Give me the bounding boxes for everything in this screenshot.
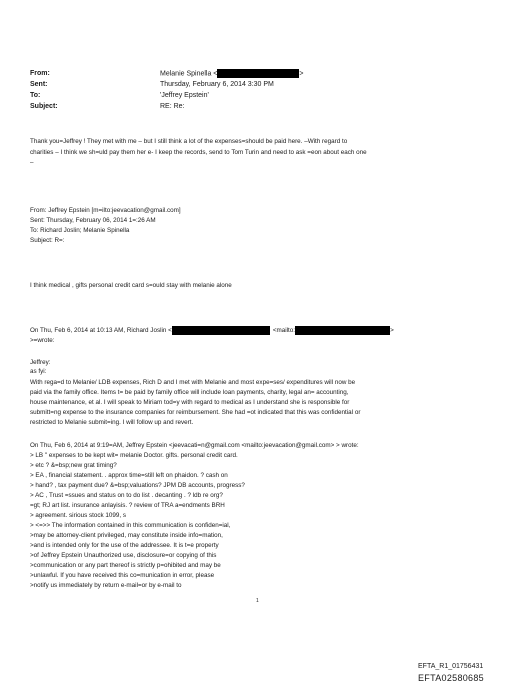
quoted-line: >notify us immediately by return e-mail=or by e-mail to [30, 582, 182, 589]
forward-subject: Subject: R=: [30, 237, 65, 244]
joslin-line: Jeffrey: [30, 359, 51, 366]
quoted-line: > etc ? &=bsp;new grat timing? [30, 462, 117, 469]
reply-line: – [30, 159, 34, 166]
quoted-line: >may be attorney-client privileged, may constitute inside info=mation, [30, 532, 223, 539]
reply-line: charities – I think we sh=uld pay them her e- I keep the records, send to Tom Turin and need to ask =eon about each one [30, 149, 367, 156]
redaction-block [217, 69, 299, 78]
quote-joslin-line [30, 326, 490, 335]
from-label: From: [30, 70, 50, 77]
from-close: > [299, 70, 304, 78]
quoted-line: > EA , financial statement. . approx time=still left on phaidon. ? cash on [30, 472, 228, 479]
forward-from: From: Jeffrey Epstein [m=ilto:jeevacation@gmail.com] [30, 207, 181, 214]
quoted-line: > agreement. sirious stock 1099, s [30, 512, 127, 519]
quoted-line: >of Jeffrey Epstein Unauthorized use, disclosure=or copying of this [30, 552, 217, 559]
forward-sent: Sent: Thursday, February 06, 2014 1=:26 AM [30, 217, 156, 224]
reply-line: Thank you=Jeffrey ! They met with me – but I still think a lot of the expenses=should be paid here. –With regard to [30, 138, 348, 145]
joslin-line: With rega=d to Melanie/ LDB expenses, Rich D and I met with Melanie and most expe=ses/ expenditures will now be [30, 379, 356, 386]
to-label: To: [30, 92, 41, 99]
joslin-line: as fyi: [30, 368, 47, 375]
quote-epstein-line: On Thu, Feb 6, 2014 at 9:19=AM, Jeffrey Epstein <jeevacati=n@gmail.com <mailto:jeevacation@gmail.com> > wrote: [30, 442, 359, 449]
from-value [160, 69, 304, 78]
subject-value: RE: Re: [160, 103, 185, 110]
quoted-line: >unlawful. If you have received this co=munication in error, please [30, 572, 215, 579]
page-number: 1 [256, 598, 259, 604]
quote-joslin-start: On Thu, Feb 6, 2014 at 10:13 AM, Richard Joslin < [30, 327, 172, 335]
sent-value: Thursday, February 6, 2014 3:30 PM [160, 81, 274, 88]
joslin-line: paid via the family office. Items t= be paid by family office will include loan payments, charity, legal an= accounting, [30, 389, 349, 396]
bates-number-secondary: EFTA02580685 [418, 673, 484, 683]
redaction-block [295, 326, 390, 335]
joslin-line: house maintenance, et al. I will speak to Miriam tod=y with regard to medical as I understand she is responsible for [30, 399, 350, 406]
joslin-line: restricted to Melanie submit=ing. I will follow up and revert. [30, 419, 194, 426]
quote-joslin-mailto: <mailto: [272, 327, 296, 335]
subject-label: Subject: [30, 103, 58, 110]
epstein-message: I think medical , gifts personal credit card s=ould stay with melanie alone [30, 282, 232, 289]
quoted-line: >and is intended only for the use of the addressee. It is t=e property [30, 542, 219, 549]
joslin-line: submitt=ng expense to the insurance companies for reimbursement. She had =ot indicated that this was confidential or [30, 409, 361, 416]
to-value: 'Jeffrey Epstein' [160, 92, 209, 99]
quote-joslin-wrote: >=wrote: [30, 337, 55, 344]
quote-joslin-end: > [390, 327, 394, 335]
quoted-line: =gt; RJ art list. insurance anlayisis. ? review of TRA a=endments BRH [30, 502, 225, 509]
forward-to: To: Richard Joslin; Melanie Spinella [30, 227, 130, 234]
sent-label: Sent: [30, 81, 48, 88]
redaction-block [172, 326, 270, 335]
quoted-line: > hand? , tax payment due? &=bsp;valuations? JPM DB accounts, progress? [30, 482, 245, 489]
quoted-line: > AC , Trust =ssues and status on to do list . decanting . ? ldb re org? [30, 492, 223, 499]
quoted-line: > <=>> The information contained in this communication is confiden=ial, [30, 522, 231, 529]
from-name: Melanie Spinella < [160, 70, 218, 78]
quoted-line: >communication or any part thereof is strictly p=ohibited and may be [30, 562, 221, 569]
bates-number-primary: EFTA_R1_01756431 [418, 663, 484, 670]
quoted-line: > LB " expenses to be kept wit= melanie Doctor. gifts. personal credit card. [30, 452, 238, 459]
